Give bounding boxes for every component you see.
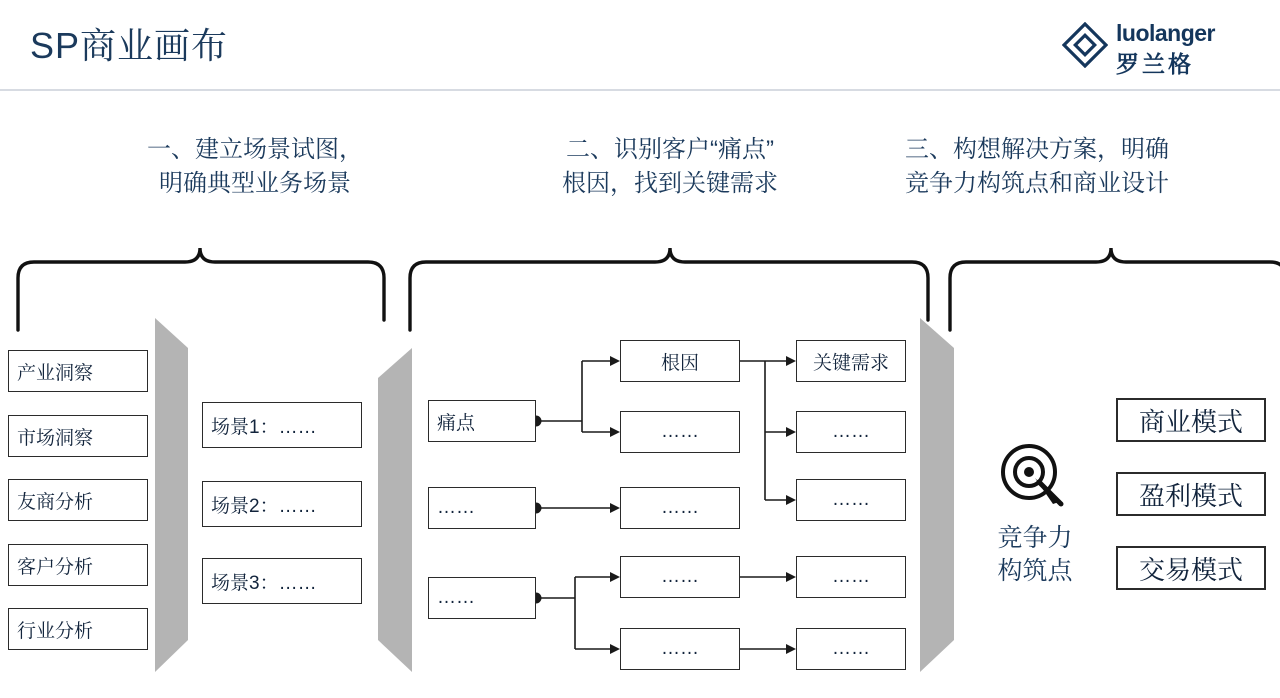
brace-2 bbox=[410, 248, 928, 330]
competitiveness-label bbox=[975, 522, 1095, 588]
key-requirement-box-1[interactable]: 关键需求 bbox=[796, 340, 906, 382]
brace-3 bbox=[950, 248, 1280, 330]
root-cause-box-5[interactable]: …… bbox=[620, 628, 740, 670]
competitiveness-label-line2: 构筑点 bbox=[997, 557, 1073, 585]
section-3-heading bbox=[905, 133, 1280, 201]
key-requirement-box-5[interactable]: …… bbox=[796, 628, 906, 670]
funnel-arrow-right bbox=[920, 318, 954, 672]
diamond-logo-icon bbox=[1062, 22, 1108, 68]
root-cause-box-1[interactable]: 根因 bbox=[620, 340, 740, 382]
insight-box-5[interactable]: 行业分析 bbox=[8, 608, 148, 650]
section-3-heading-line2: 竞争力构筑点和商业设计 bbox=[905, 170, 1169, 197]
section-1-heading-line1: 一、建立场景试图， bbox=[147, 136, 363, 163]
pain-point-box-2[interactable]: …… bbox=[428, 487, 536, 529]
pain-point-box-1[interactable]: 痛点 bbox=[428, 400, 536, 442]
section-2-heading bbox=[470, 133, 870, 201]
outcome-box-2[interactable]: 盈利模式 bbox=[1116, 472, 1266, 516]
scenario-box-1[interactable]: 场景1：…… bbox=[202, 402, 362, 448]
brand-logo bbox=[1062, 16, 1262, 77]
root-cause-box-3[interactable]: …… bbox=[620, 487, 740, 529]
section-1-heading-line2: 明确典型业务场景 bbox=[159, 170, 351, 197]
funnel-arrow-left bbox=[155, 318, 188, 672]
insight-box-4[interactable]: 客户分析 bbox=[8, 544, 148, 586]
key-requirement-box-2[interactable]: …… bbox=[796, 411, 906, 453]
root-cause-box-4[interactable]: …… bbox=[620, 556, 740, 598]
brace-1 bbox=[18, 248, 384, 330]
section-2-heading-line2: 根因，找到关键需求 bbox=[562, 170, 778, 197]
insight-box-3[interactable]: 友商分析 bbox=[8, 479, 148, 521]
section-1-heading bbox=[105, 133, 405, 201]
logo-text-cn: 罗兰格 bbox=[1116, 51, 1194, 77]
insight-box-1[interactable]: 产业洞察 bbox=[8, 350, 148, 392]
key-requirement-box-4[interactable]: …… bbox=[796, 556, 906, 598]
key-requirement-box-3[interactable]: …… bbox=[796, 479, 906, 521]
section-2-heading-line1: 二、识别客户“痛点” bbox=[566, 136, 774, 163]
header-divider bbox=[0, 89, 1280, 91]
scenario-box-2[interactable]: 场景2：…… bbox=[202, 481, 362, 527]
target-icon bbox=[995, 438, 1067, 510]
outcome-box-1[interactable]: 商业模式 bbox=[1116, 398, 1266, 442]
competitiveness-label-line1: 竞争力 bbox=[997, 524, 1073, 552]
page-title: SP商业画布 bbox=[30, 25, 229, 66]
page-header bbox=[0, 0, 1280, 90]
root-cause-box-2[interactable]: …… bbox=[620, 411, 740, 453]
scenario-box-3[interactable]: 场景3：…… bbox=[202, 558, 362, 604]
funnel-arrow-mid bbox=[378, 348, 412, 672]
section-3-heading-line1: 三、构想解决方案，明确 bbox=[905, 136, 1169, 163]
insight-box-2[interactable]: 市场洞察 bbox=[8, 415, 148, 457]
pain-point-box-3[interactable]: …… bbox=[428, 577, 536, 619]
logo-text-en: luolanger bbox=[1116, 20, 1216, 46]
outcome-box-3[interactable]: 交易模式 bbox=[1116, 546, 1266, 590]
